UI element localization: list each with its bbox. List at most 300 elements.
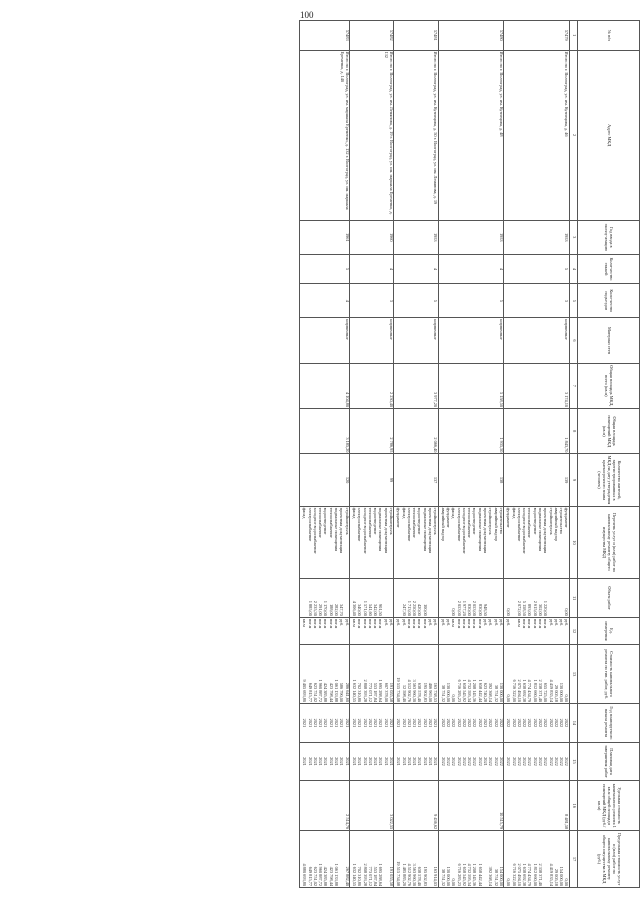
work-type-line: теплоснабжение <box>412 507 418 538</box>
work-volume-line: 1 170,00 <box>323 600 329 616</box>
work-cost-line: 1 658 545,92 <box>461 679 467 703</box>
start-year-line: 2021 <box>318 718 324 728</box>
start-year-line: 2021 <box>323 718 329 728</box>
end-year-line: 2021 <box>339 757 345 766</box>
work-volume-line: 1 977,20 <box>461 600 467 616</box>
work-volume-line <box>445 580 450 616</box>
row-number: 57479 <box>504 21 570 51</box>
work-type-line: теплоснабжение <box>328 507 334 538</box>
work-volume-line <box>510 580 515 616</box>
end-year-line: 2021 <box>373 757 379 766</box>
end-year-line: 2022 <box>472 757 478 766</box>
start-year-line: 2021 <box>378 718 384 728</box>
work-volume-line: 830,00 <box>477 604 483 616</box>
limit-cost-line: 0,00 <box>564 878 570 886</box>
work-type-line: фасад <box>401 507 407 519</box>
end-year-line: 2022 <box>461 757 467 766</box>
end-year-line: 2021 <box>312 757 318 766</box>
work-cost-line: 1 208 145,36 <box>472 679 478 703</box>
work-unit-line: руб. <box>445 618 451 627</box>
end-year-line: 2022 <box>538 757 544 766</box>
limit-cost-line: 2 808 393,28 <box>362 863 368 886</box>
work-type-line: электроснабжение <box>516 507 522 542</box>
work-volume <box>300 579 350 618</box>
floor-count: 4 <box>394 254 438 284</box>
work-volume-line <box>301 580 306 616</box>
start-year-line: 2022 <box>532 718 538 728</box>
start-year-line: 2021 <box>433 718 439 728</box>
end-year-line: 2021 <box>334 757 340 766</box>
start-year-line: 2021 <box>428 718 434 728</box>
end-year-line: 2022 <box>445 757 451 766</box>
limit-cost-line: 773 071,12 <box>367 866 373 886</box>
resident-count: 137 <box>394 454 438 506</box>
work-volume-line <box>553 580 558 616</box>
total-area: 3 174,10 <box>504 363 570 408</box>
work-volume <box>438 579 504 618</box>
work-cost-line: 649 815,77 <box>307 682 313 703</box>
column-header: Удельная стоимость капитального ремонта 1 кв.м общей площади помещений МКД (руб./кв.м) <box>578 781 640 831</box>
start-year-line: 2022 <box>548 718 554 728</box>
limit-cost-line: 649 815,77 <box>307 866 313 886</box>
work-type-line: подвальные помещения <box>538 507 544 552</box>
column-header: Общая площадь помещений МКД (кв.м) <box>578 409 640 454</box>
work-unit-line: руб. <box>483 618 489 627</box>
building-address: Итого по г. Волгоград, ул. им. Кузнецова, д. 46 <box>504 50 570 220</box>
limit-cost-line: 19 515 734,08 <box>396 861 402 886</box>
start-year <box>394 704 438 743</box>
work-cost-line: 130 000,00 <box>559 682 565 703</box>
work-type-line: водоотведение <box>532 507 538 535</box>
work-volume-line: 1 885,00 <box>307 600 313 616</box>
limit-cost-line: 1 632 140,55 <box>351 863 357 886</box>
work-volume-line <box>498 580 503 616</box>
limit-cost-line: 195 902,83 <box>422 866 428 886</box>
end-year-line: 2022 <box>543 757 549 766</box>
column-header: Предельная стоимость услуг и (или) работ по капитальному ремонту общего имущества в МКД (руб.) <box>578 831 640 888</box>
work-cost-line: 423 798,44 <box>328 682 334 703</box>
work-volume-line: 2 235,30 <box>312 600 318 616</box>
work-cost-line: 623 740,28 <box>483 682 489 703</box>
column-header: Плановая дата завершения работ <box>578 742 640 781</box>
limit-cost-line: 1 812 660,00 <box>532 863 538 886</box>
work-cost-line: 9 405 693,80 <box>302 679 308 703</box>
work-type-line: подвальные помещения <box>334 507 340 552</box>
work-volume-line: 541,60 <box>367 604 373 616</box>
end-year-line: 2021 <box>323 757 329 766</box>
column-header: Материал стен <box>578 318 640 363</box>
work-type-line: фасад <box>302 507 308 519</box>
work-unit-line: пог.м <box>307 618 313 629</box>
column-number-cell: 6 <box>570 318 578 363</box>
resident-count: 120 <box>300 454 350 506</box>
column-header: Перечень услуг и (или) работ по капитальному ремонту общего имущества МКД <box>578 506 640 579</box>
start-year-line: 2021 <box>302 718 308 728</box>
limit-cost-line: 267 882,40 <box>344 866 350 886</box>
start-year-line: 2022 <box>516 718 522 728</box>
work-unit-line: руб. <box>383 618 389 627</box>
work-type-line: проектная документация <box>543 507 549 554</box>
start-year-line: 2022 <box>543 718 549 728</box>
work-volume-line: 0,00 <box>451 608 457 616</box>
end-year-line: 2021 <box>367 757 373 766</box>
work-cost-line: 623 751,02 <box>312 682 318 703</box>
column-header: Количество жителей, зарегистрированных в МКД на дату утверждения краткосрочного плана (человек) <box>578 454 640 506</box>
end-year-line: 2021 <box>307 757 313 766</box>
work-unit-line <box>510 619 515 643</box>
building-address: Итого по г. Волгоград, ул. им. Кузнецова, д. 50 г. Волгоград, ул. им. Лемянова, д. 19 <box>394 50 438 220</box>
room-area: 1 935,50 <box>438 409 504 454</box>
work-unit-line: пог.м <box>527 618 533 629</box>
end-year-line: 2021 <box>378 757 384 766</box>
work-unit-line: пог.м <box>417 618 423 629</box>
work-cost-line: 655 725,00 <box>543 682 549 703</box>
work-volume-line <box>432 580 437 616</box>
work-unit-line: пог.м <box>323 618 329 629</box>
start-year-line: 2022 <box>511 718 517 728</box>
column-number-cell: 4 <box>570 254 578 284</box>
unit-cost: 2 514,76 <box>300 781 350 831</box>
row-number: 57482 <box>350 21 394 51</box>
work-type-line: аварийный надзор <box>553 507 559 542</box>
work-type-line: водоотведение <box>417 507 423 535</box>
column-header: Объем работ <box>578 579 640 618</box>
work-type-line: стройконтроль <box>433 507 439 535</box>
column-number-cell: 10 <box>570 506 578 579</box>
work-type-line: теплоснабжение <box>467 507 473 538</box>
work-unit-line: пог.м <box>456 618 462 629</box>
limit-cost-line: 424 385,88 <box>323 866 329 886</box>
work-volume-line <box>558 580 563 616</box>
work-unit-line: руб. <box>498 618 504 627</box>
floor-count: 4 <box>350 254 394 284</box>
work-cost-line: 130 000,00 <box>445 682 451 703</box>
work-unit-line: руб. <box>488 618 494 627</box>
column-number-cell: 8 <box>570 409 578 454</box>
work-cost-line: 586 790,00 <box>339 682 345 703</box>
limit-cost-line: 1 638 692,38 <box>522 863 528 886</box>
work-type-line: подвальные помещения <box>422 507 428 552</box>
resident-count: 139 <box>504 454 570 506</box>
column-number-cell: 3 <box>570 220 578 254</box>
end-year-line: 2022 <box>493 757 499 766</box>
work-unit-line: кв.м <box>302 618 308 627</box>
work-type-line: аварийный надзор <box>493 507 499 542</box>
limit-cost-line: 1 695 288,64 <box>378 863 384 886</box>
column-header: Стоимость капитального ремонта по тип. работ, руб. <box>578 645 640 704</box>
work-volume-line: 188,00 <box>328 604 334 616</box>
limit-cost-line: 3 563 960,30 <box>412 863 418 886</box>
work-volume-line: 100,00 <box>422 604 428 616</box>
work-cost-line: 6 716 322,00 <box>511 679 517 703</box>
end-year-line: 2021 <box>428 757 434 766</box>
end-year-line: 2021 <box>406 757 412 766</box>
work-type-line: фасад <box>351 507 357 519</box>
end-year-line: 2021 <box>357 757 363 766</box>
work-type-line: фундамент <box>396 507 402 528</box>
column-header: Год планируемого начала ремонта <box>578 704 640 743</box>
limit-cost-line: 29 005,18 <box>553 868 559 886</box>
row-number: 57480 <box>438 21 504 51</box>
work-unit-line: пог.м <box>472 618 478 629</box>
work-volume-line: 342,00 <box>373 604 379 616</box>
page-number: 100 <box>300 10 314 20</box>
end-year-line: 2022 <box>477 757 483 766</box>
start-year-line: 2021 <box>362 718 368 728</box>
work-type-line: фасад <box>511 507 517 519</box>
work-type-line: строительство <box>559 507 565 534</box>
unit-cost: 3 022,55 <box>350 781 394 831</box>
column-number-cell: 15 <box>570 742 578 781</box>
start-year-line: 2021 <box>389 718 394 728</box>
unit-cost: 10 515,79 <box>438 781 504 831</box>
start-year-line: 2022 <box>538 718 544 728</box>
work-unit-line: пог.м <box>373 618 379 629</box>
end-year-line: 2021 <box>422 757 428 766</box>
work-unit-line: пог.м <box>461 618 467 629</box>
work-type-line: стройконтроль <box>548 507 554 535</box>
start-year-line: 2022 <box>451 718 457 728</box>
work-unit <box>300 617 350 644</box>
work-type-line: фасад <box>451 507 457 519</box>
commission-year: 1961 <box>300 220 350 254</box>
limit-cost-line <box>382 832 387 886</box>
work-cost-line: 4 512 902,76 <box>406 679 412 703</box>
start-year-line: 2021 <box>401 718 407 728</box>
work-type-line: подвальные помещения <box>378 507 384 552</box>
entrance-count: 3 <box>504 284 570 318</box>
work-volume-line: 830,00 <box>467 604 473 616</box>
work-unit-line: пог.м <box>357 618 363 629</box>
work-unit-line: пог.м <box>406 618 412 629</box>
work-unit <box>350 617 394 644</box>
work-unit-line: пог.м <box>467 618 473 629</box>
work-cost-line: 2 338 371,40 <box>538 679 544 703</box>
start-year-line: 2021 <box>307 718 313 728</box>
work-unit <box>394 617 438 644</box>
end-year-line: 2022 <box>522 757 528 766</box>
work-volume-line <box>388 580 393 616</box>
table-row <box>504 21 570 888</box>
start-year-line: 2022 <box>472 718 478 728</box>
limit-cost-line: 702 310,80 <box>357 866 363 886</box>
work-cost-line: 29 005,18 <box>553 684 559 703</box>
limit-cost-line: 4 512 902,76 <box>406 863 412 886</box>
work-cost-line: 3 563 960,30 <box>412 679 418 703</box>
column-number-cell: 9 <box>570 454 578 506</box>
end-year <box>300 742 350 781</box>
work-volume-line <box>492 580 497 616</box>
end-year-line: 2022 <box>532 757 538 766</box>
limit-cost-line: 154 000,00 <box>559 866 565 886</box>
commission-year: 1953 <box>394 220 438 254</box>
start-year-line: 2021 <box>344 718 350 728</box>
work-unit-line: кв.м <box>451 618 457 627</box>
end-year <box>350 742 394 781</box>
work-unit-line: руб. <box>440 618 446 627</box>
work-unit-line: кв.м <box>516 618 522 627</box>
limit-cost-line: 1 061 133,88 <box>334 863 340 886</box>
work-cost-line: 1 632 140,55 <box>351 679 357 703</box>
work-unit-line: руб. <box>344 618 350 627</box>
limit-cost-line: 1 658 545,92 <box>461 863 467 886</box>
work-cost <box>504 645 570 704</box>
work-cost-line: 2 808 393,28 <box>362 679 368 703</box>
limit-cost-line: 4 880 693,80 <box>302 863 308 886</box>
limit-cost-line: 4 419 835,14 <box>548 863 554 886</box>
work-unit-line: руб. <box>389 618 394 627</box>
limit-cost-line: 2 075 494,10 <box>516 863 522 886</box>
work-unit-line: руб. <box>396 618 402 627</box>
limit-cost-line: 623 751,02 <box>312 866 318 886</box>
work-cost <box>350 645 394 704</box>
work-volume-line: 2 615,00 <box>532 600 538 616</box>
work-unit-line: пог.м <box>328 618 334 629</box>
end-year-line: 2022 <box>440 757 446 766</box>
work-cost-line: 4 774 434,79 <box>527 679 533 703</box>
room-area: 2 066,40 <box>394 409 438 454</box>
limit-cost-line: 163 914,03 <box>433 866 439 886</box>
table-row <box>350 21 394 888</box>
work-unit-line: кв.м <box>351 618 357 627</box>
column-number-cell: 14 <box>570 704 578 743</box>
work-cost-line: 38 751,32 <box>440 684 446 703</box>
work-unit-line: руб. <box>428 618 434 627</box>
limit-cost-line: 553 187,84 <box>373 866 379 886</box>
start-year <box>350 704 394 743</box>
end-year-line: 2021 <box>433 757 439 766</box>
work-volume-line: 2 053,00 <box>456 600 462 616</box>
limit-cost <box>504 831 570 888</box>
work-cost-line: 6 716 285,23 <box>456 679 462 703</box>
unit-cost: 8 481,58 <box>504 781 570 831</box>
column-header: Общая площадь МКД, всего (кв.м) <box>578 363 640 408</box>
work-unit-line: пог.м <box>334 618 340 629</box>
column-number-cell: 2 <box>570 50 578 220</box>
limit-cost-line: 423 798,44 <box>328 866 334 886</box>
work-cost-line: 607 378,00 <box>383 682 389 703</box>
limit-cost-line: 1 485 885,20 <box>401 863 407 886</box>
end-year-line: 2022 <box>488 757 494 766</box>
work-cost-line: 4 732 595,34 <box>467 679 473 703</box>
wall-material: кирпичные <box>350 318 394 363</box>
column-header: Год ввода в эксплу-атацию <box>578 220 640 254</box>
building-address: Итого по г. Волгоград, ул. им. Лемянова, д. 19 г. Волгоград, ул. им. маршала Еременко, д. 132 <box>350 50 394 220</box>
work-cost-line: 0,00 <box>451 694 457 703</box>
end-year-line: 2021 <box>483 757 489 766</box>
work-unit-line: пог.м <box>362 618 368 629</box>
wall-material: кирпичные <box>394 318 438 363</box>
end-year-line: 2021 <box>401 757 407 766</box>
work-unit-line: пог.м <box>412 618 418 629</box>
column-number-cell: 1 <box>570 21 578 51</box>
work-unit-line: руб. <box>339 618 345 627</box>
work-unit-line: пог.м <box>378 618 384 629</box>
end-year-line: 2022 <box>451 757 457 766</box>
work-type-line: электроснабжение <box>307 507 313 542</box>
start-year-line: 2021 <box>417 718 423 728</box>
resident-count: 138 <box>438 454 504 506</box>
start-year-line: 2022 <box>456 718 462 728</box>
work-cost-line: 286 641,60 <box>344 682 350 703</box>
start-year-line: 2022 <box>461 718 467 728</box>
work-type-line: стройконтроль <box>488 507 494 535</box>
work-cost-line: 1 638 692,38 <box>522 679 528 703</box>
commission-year: 1960 <box>350 220 394 254</box>
end-year-line: 2022 <box>527 757 533 766</box>
limit-cost-line: 4 732 595,34 <box>467 863 473 886</box>
column-number-cell: 17 <box>570 831 578 888</box>
start-year-line: 2022 <box>527 718 533 728</box>
limit-cost-line: 6 716 285,23 <box>456 863 462 886</box>
column-number-cell: 7 <box>570 363 578 408</box>
end-year-line: 2021 <box>417 757 423 766</box>
work-cost-line: 0,00 <box>564 694 570 703</box>
work-volume-line: 893,00 <box>527 604 533 616</box>
work-cost-line: 38 751,32 <box>493 684 499 703</box>
work-cost-line: 1 061 133,88 <box>334 679 340 703</box>
commission-year: 1953 <box>438 220 504 254</box>
work-volume <box>394 579 438 618</box>
work-volume-line: 302,00 <box>538 604 544 616</box>
work-type-line: водоотведение <box>323 507 329 535</box>
total-area: 4 104,80 <box>300 363 350 408</box>
work-cost-line: 19 515 734,08 <box>396 677 402 703</box>
row-number: 57483 <box>300 21 350 51</box>
limit-cost-line: 1 960 887,72 <box>318 863 324 886</box>
limit-cost-line: 4 774 434,79 <box>527 863 533 886</box>
entrance-count: 4 <box>300 284 350 318</box>
work-type-line: подвальные помещения <box>477 507 483 552</box>
limit-cost-line: 638 578,40 <box>417 866 423 886</box>
limit-cost <box>300 831 350 888</box>
table-row <box>394 21 438 888</box>
work-type-line: водоотведение <box>472 507 478 535</box>
work-volume-line: 282,00 <box>334 604 340 616</box>
work-unit-line: руб. <box>553 618 559 627</box>
work-volume-line: 0,00 <box>506 608 512 616</box>
limit-cost-line: 1 658 442,44 <box>477 863 483 886</box>
work-type-line: холодное водоснабжение <box>362 507 368 554</box>
start-year-line: 2022 <box>553 718 559 728</box>
work-unit-line: пог.м <box>522 618 528 629</box>
work-volume-line: 5 158,50 <box>522 600 528 616</box>
work-cost-line: 1 695 288,64 <box>378 679 384 703</box>
work-volume-line: 1 571,00 <box>362 600 368 616</box>
work-type-line: теплоснабжение <box>318 507 324 538</box>
start-year-line: 2022 <box>522 718 528 728</box>
work-unit-line: руб. <box>548 618 554 627</box>
limit-cost-line: 38 751,32 <box>493 868 499 886</box>
work-type-line: проектная документация <box>383 507 389 554</box>
start-year-line: 2021 <box>334 718 340 728</box>
end-year-line: 2021 <box>302 757 308 766</box>
work-type-line: стройконтроль <box>389 507 394 535</box>
work-type-line: холодное водоснабжение <box>461 507 467 554</box>
work-cost-line: 773 071,12 <box>367 682 373 703</box>
work-volume-line: 247,30 <box>401 604 407 616</box>
room-area: 2 786,95 <box>350 409 394 454</box>
entrance-count: 3 <box>350 284 394 318</box>
column-header: № п/п <box>578 21 640 51</box>
work-type-line: холодное водоснабжение <box>522 507 528 554</box>
end-year <box>438 742 504 781</box>
work-volume-line: 340,00 <box>357 604 363 616</box>
start-year-line: 2022 <box>477 718 483 728</box>
work-type-line: фундамент <box>564 507 570 528</box>
end-year-line: 2022 <box>511 757 517 766</box>
work-type-line: электроснабжение <box>357 507 363 542</box>
